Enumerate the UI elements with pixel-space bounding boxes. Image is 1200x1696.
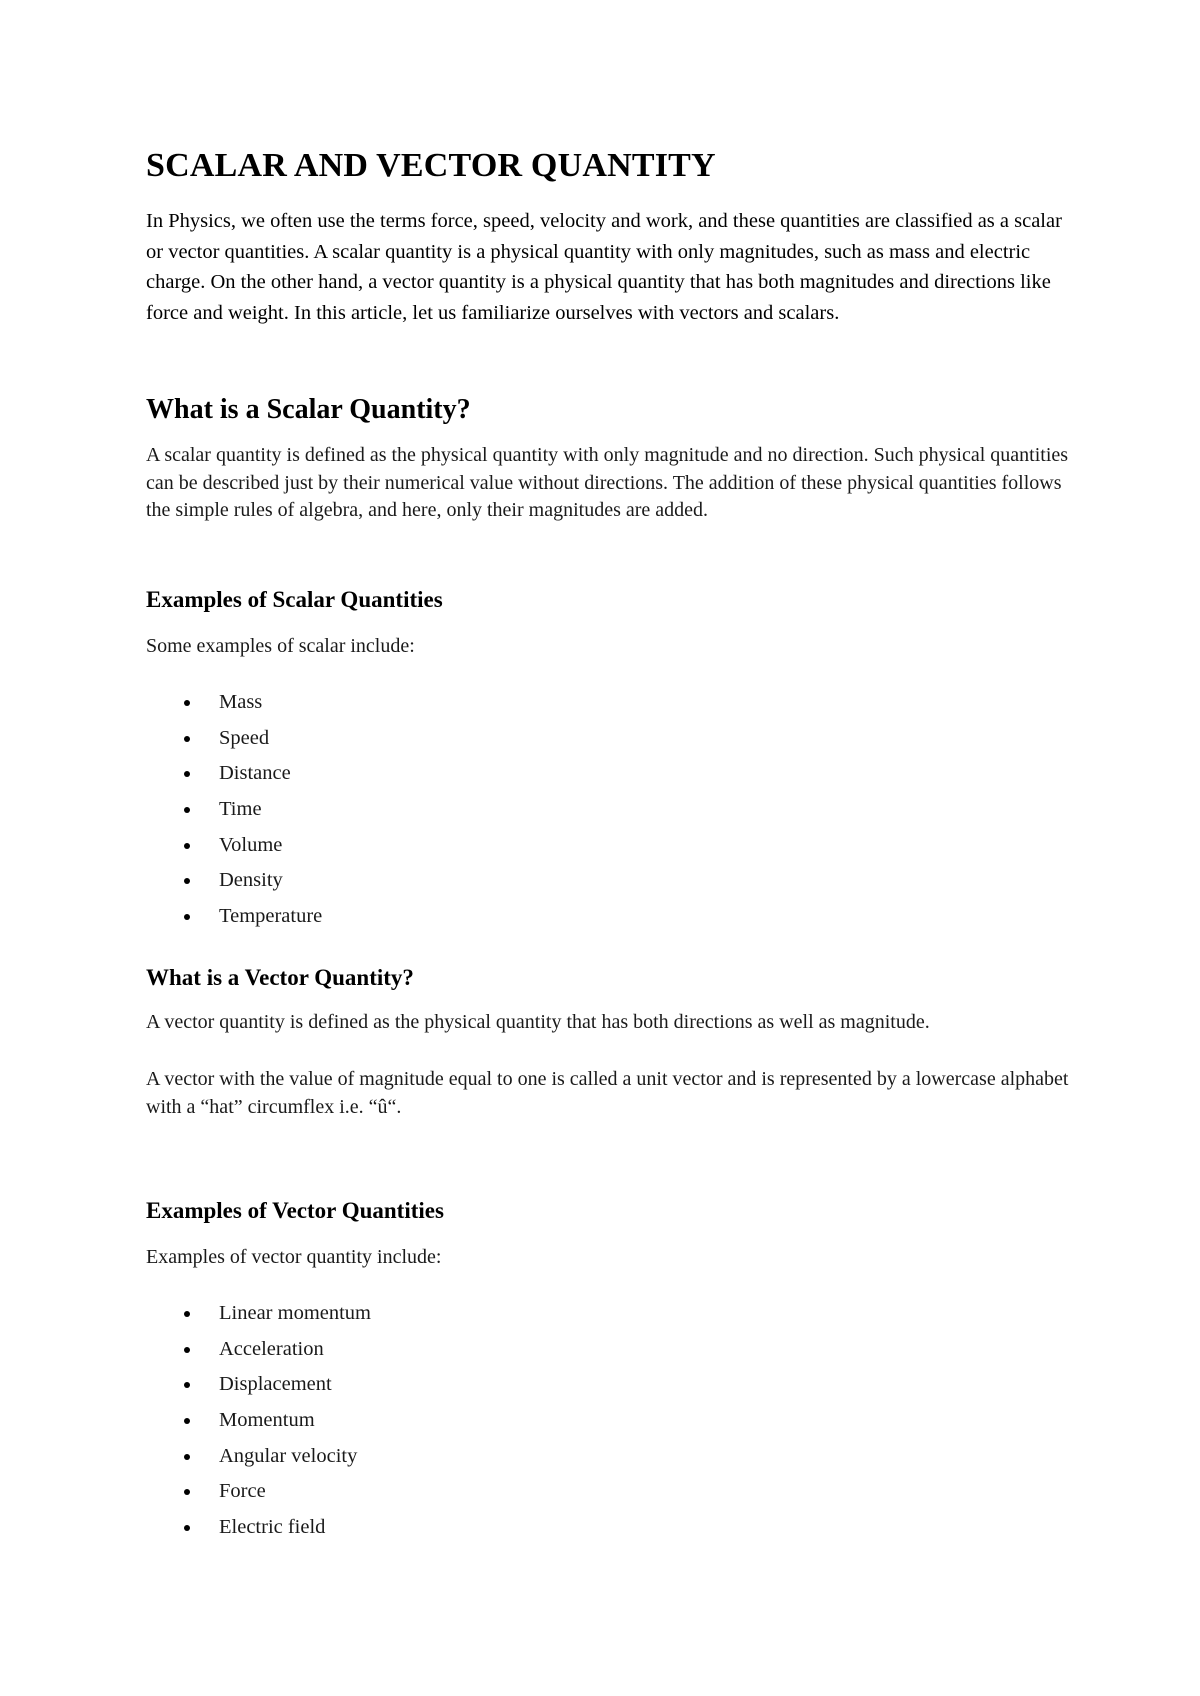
vector-examples-heading: Examples of Vector Quantities bbox=[146, 1198, 444, 1223]
bullet-icon bbox=[184, 807, 190, 813]
document-title: SCALAR AND VECTOR QUANTITY bbox=[146, 147, 716, 184]
bullet-icon bbox=[184, 1311, 190, 1317]
vector-heading: What is a Vector Quantity? bbox=[146, 965, 414, 990]
bullet-icon bbox=[184, 878, 190, 884]
bullet-icon bbox=[184, 1489, 190, 1495]
intro-paragraph: In Physics, we often use the terms force, speed, velocity and work, and these quantities are classified as a scalar or vector quantities. A scalar quantity is a physical quantity with only magnitudes, such as mass and electric charge. On the other hand, a vector quantity is a physical quantity that has both magnitudes and directions like force and weight. In this article, let us familiarize ourselves with vectors and scalars. bbox=[146, 210, 1062, 324]
bullet-icon bbox=[184, 771, 190, 777]
bullet-icon bbox=[184, 1418, 190, 1424]
scalar-heading: What is a Scalar Quantity? bbox=[146, 394, 471, 425]
scalar-examples-heading: Examples of Scalar Quantities bbox=[146, 587, 443, 612]
bullet-icon bbox=[184, 1347, 190, 1353]
bullet-icon bbox=[184, 1525, 190, 1531]
bullet-icon bbox=[184, 1382, 190, 1388]
unit-vector-definition: A vector with the value of magnitude equal to one is called a unit vector and is represented by a lowercase alphabet with a “hat” circumflex i.e. “û“. bbox=[146, 1068, 1069, 1118]
bullet-icon bbox=[184, 700, 190, 706]
vector-definition: A vector quantity is defined as the physical quantity that has both directions as well as magnitude. bbox=[146, 1011, 930, 1033]
bullet-icon bbox=[184, 1454, 190, 1460]
vector-examples-lead: Examples of vector quantity include: bbox=[146, 1246, 442, 1268]
scalar-definition: A scalar quantity is defined as the physical quantity with only magnitude and no direction. Such physical quantities can be described just by their numerical value without directions. The addition of these physical quantities follows the simple rules of algebra, and here, only their magnitudes are added. bbox=[146, 444, 1069, 521]
scalar-examples-lead: Some examples of scalar include: bbox=[146, 635, 415, 657]
bullet-icon bbox=[184, 843, 190, 849]
bullet-icon bbox=[184, 914, 190, 920]
bullet-icon bbox=[184, 736, 190, 742]
